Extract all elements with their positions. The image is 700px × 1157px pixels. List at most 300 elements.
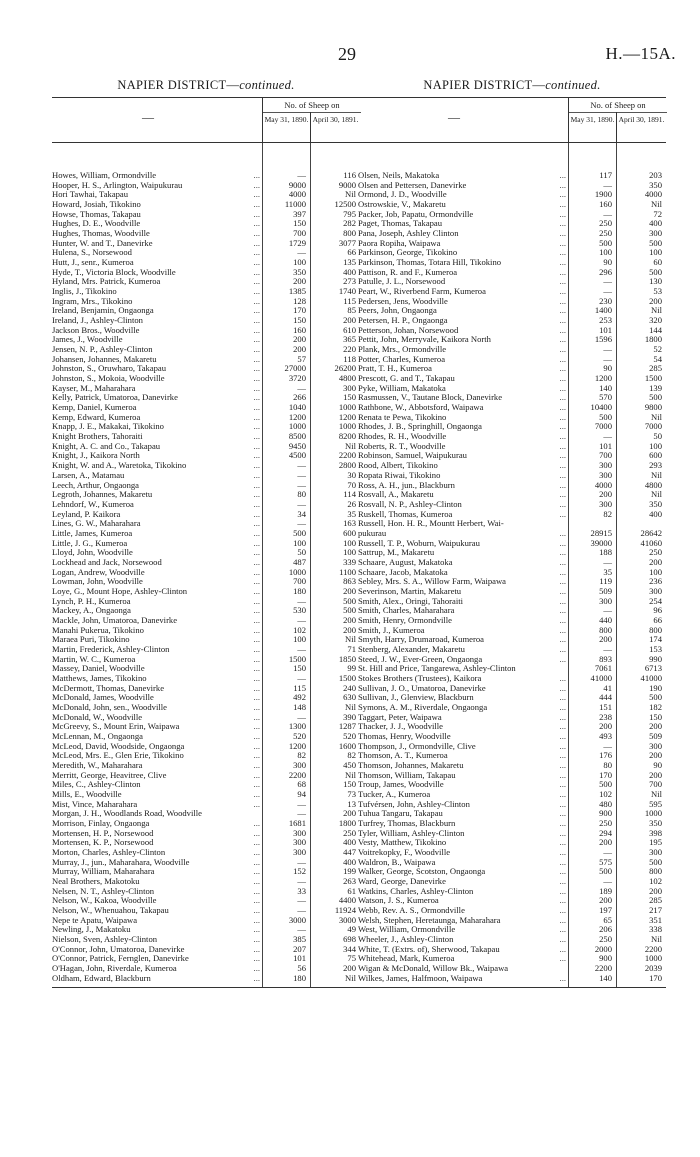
leader-dots: ...	[559, 653, 566, 664]
sheep-1891: 273	[343, 276, 356, 287]
table-row	[52, 751, 360, 761]
table-row	[358, 587, 666, 597]
table-row	[52, 674, 360, 684]
leader-dots: ...	[559, 576, 566, 587]
leader-dots: ...	[559, 914, 566, 925]
sheep-1890: 100	[293, 537, 306, 548]
owner-name: Legroth, Johannes, Makaretu	[52, 490, 153, 500]
sheep-1890: 1729	[288, 237, 306, 248]
leader-dots: ...	[559, 585, 566, 596]
sheep-1891: Nil	[345, 701, 356, 712]
sheep-1890: —	[297, 711, 306, 722]
owner-name: Johnston, S., Oruwharo, Takapau	[52, 364, 167, 374]
table-row	[52, 732, 360, 742]
sheep-1890: 900	[599, 953, 612, 964]
leader-dots: ...	[559, 730, 566, 741]
table-row	[358, 887, 666, 897]
owner-name: Rasmussen, V., Tautane Block, Danevirke	[358, 393, 503, 403]
owner-name: Thomson, William, Takapau	[358, 770, 456, 780]
owner-name: Russell, T. P., Woburn, Waipukurau	[358, 538, 480, 548]
table-row	[358, 393, 666, 403]
sheep-1890: 300	[599, 469, 612, 480]
sheep-1891: 1000	[338, 402, 356, 413]
sheep-1890: 385	[293, 934, 306, 945]
table-row	[52, 364, 360, 374]
owner-name: Ormond, J. D., Woodville	[358, 190, 447, 200]
table-row	[52, 248, 360, 258]
sheep-1891: 35	[347, 508, 356, 519]
sheep-1890: 509	[599, 585, 612, 596]
sheep-1891: 118	[343, 353, 356, 364]
sheep-1890: —	[297, 798, 306, 809]
sheep-1890: 1596	[594, 334, 612, 345]
table-row	[52, 635, 360, 645]
table-row	[358, 945, 666, 955]
table-row	[52, 916, 360, 926]
sheep-1890: 65	[603, 914, 612, 925]
sheep-1890: 900	[599, 808, 612, 819]
owner-name: Kemp, Edward, Kumeroa	[52, 412, 141, 422]
sheep-1891: 300	[649, 228, 662, 239]
sheep-1891: 1800	[644, 334, 662, 345]
sheep-1891: 351	[649, 914, 662, 925]
owner-name: O'Hagan, John, Riverdale, Kumeroa	[52, 964, 177, 974]
sheep-1891: 344	[343, 943, 356, 954]
sheep-1891: 41000	[640, 672, 662, 683]
leader-dots: ...	[253, 518, 260, 529]
column-title-suffix: continued.	[545, 78, 601, 92]
sheep-1890: 500	[293, 527, 306, 538]
owner-name: Smyth, Harry, Drumaroad, Kumeroa	[358, 635, 484, 645]
owner-name: Hooper, H. S., Arlington, Waipukurau	[52, 180, 183, 190]
owner-name: White, T. (Extrs. of), Sherwood, Takapau	[358, 944, 500, 954]
sheep-1890: —	[603, 556, 612, 567]
sheep-1891: 170	[649, 972, 662, 983]
table-row	[358, 306, 666, 316]
sheep-1891: 182	[649, 701, 662, 712]
leader-dots: ...	[559, 740, 566, 751]
owner-name: Rosvall, A., Makaretu	[358, 490, 434, 500]
sheep-1890: 520	[293, 730, 306, 741]
sheep-1890: 90	[603, 257, 612, 268]
owner-name: Troup, James, Woodville	[358, 780, 444, 790]
owner-name: Mist, Vince, Maharahara	[52, 799, 138, 809]
sheep-1891: 130	[649, 276, 662, 287]
owner-name: Symons, A. M., Riverdale, Ongaonga	[358, 702, 488, 712]
sheep-1891: 293	[649, 460, 662, 471]
leader-dots: ...	[559, 189, 566, 200]
sheep-1891: 115	[343, 295, 356, 306]
table-row	[52, 664, 360, 674]
owner-name: Thomas, Henry, Woodville	[358, 731, 451, 741]
table-row	[358, 529, 666, 539]
table-row	[52, 684, 360, 694]
sheep-1891: 13	[347, 798, 356, 809]
sheep-1891: 282	[343, 218, 356, 229]
sheep-1890: 170	[599, 769, 612, 780]
table-row	[52, 790, 360, 800]
sheep-1890: 440	[599, 614, 612, 625]
leader-dots: ...	[253, 344, 260, 355]
owner-name: Vesty, Matthew, Tikokino	[358, 838, 447, 848]
sheep-1891: 500	[649, 392, 662, 403]
owner-name: Olsen, Neils, Makatoka	[358, 171, 440, 180]
leader-dots: ...	[253, 614, 260, 625]
sheep-1890: —	[297, 247, 306, 258]
sheep-1890: —	[297, 614, 306, 625]
table-row	[358, 635, 666, 645]
table-header	[358, 97, 666, 143]
leader-dots: ...	[559, 450, 566, 461]
sheep-1891: 28642	[640, 527, 662, 538]
sheep-1890: 294	[599, 827, 612, 838]
sheep-1890: 300	[293, 847, 306, 858]
leader-dots: ...	[559, 527, 566, 538]
sheep-1891: 795	[343, 208, 356, 219]
owner-name: Steed, J. W., Ever-Green, Ongaonga	[358, 654, 483, 664]
sheep-1890: 188	[599, 547, 612, 558]
sheep-1890: 500	[599, 779, 612, 790]
table-row	[52, 809, 360, 819]
leader-dots: ...	[253, 286, 260, 297]
owner-name: Mackle, John, Umatoroa, Danevirke	[52, 615, 178, 625]
sheep-1890: 206	[599, 924, 612, 935]
sheep-1890: 1040	[288, 402, 306, 413]
leader-dots: ...	[253, 295, 260, 306]
leader-dots: ...	[559, 353, 566, 364]
owner-name: Massey, Daniel, Woodville	[52, 664, 145, 674]
owner-name: Thacker, J. J., Woodville	[358, 722, 443, 732]
table-row	[52, 925, 360, 935]
owner-name: Tufvérsen, John, Ashley-Clinton	[358, 799, 470, 809]
sheep-1890: 102	[293, 624, 306, 635]
owner-name: West, William, Ormondville	[358, 925, 456, 935]
leader-dots: ...	[253, 479, 260, 490]
table-row	[358, 490, 666, 500]
leader-dots: ...	[253, 218, 260, 229]
leader-dots: ...	[559, 257, 566, 268]
leader-dots: ...	[559, 818, 566, 829]
sheep-1891: 135	[343, 257, 356, 268]
leader-dots: ...	[559, 866, 566, 877]
sheep-1891: 500	[343, 605, 356, 616]
sheep-1891: 400	[343, 856, 356, 867]
sheep-1891: 150	[649, 711, 662, 722]
sheep-1890: 500	[599, 411, 612, 422]
right-column	[358, 78, 666, 988]
sheep-1891: 595	[649, 798, 662, 809]
leader-dots: ...	[559, 344, 566, 355]
sheep-1890: 4000	[594, 479, 612, 490]
table-row	[52, 335, 360, 345]
leader-dots: ...	[253, 228, 260, 239]
sheep-1891: Nil	[651, 789, 662, 799]
leader-dots: ...	[559, 363, 566, 374]
leader-dots: ...	[559, 208, 566, 219]
table-row	[358, 210, 666, 220]
owner-name: Lynch, P. H., Kumeroa	[52, 596, 131, 606]
sheep-1891: 200	[343, 963, 356, 974]
sheep-1890: 700	[293, 228, 306, 239]
sheep-1890: —	[603, 344, 612, 355]
sheep-1890: 300	[293, 837, 306, 848]
owner-name: Lloyd, John, Woodville	[52, 548, 133, 558]
table-row	[52, 393, 360, 403]
table-row	[358, 790, 666, 800]
owner-name: Wheeler, J., Ashley-Clinton	[358, 935, 454, 945]
owner-name: Johnston, S., Mokoia, Woodville	[52, 374, 165, 384]
leader-dots: ...	[559, 885, 566, 896]
table-row	[52, 858, 360, 868]
owner-name: St. Hill and Price, Tangarewa, Ashley-Clinton	[358, 664, 516, 674]
table-row	[52, 461, 360, 471]
sheep-1891: 800	[649, 866, 662, 877]
owner-name: Ireland, Benjamin, Ongaonga	[52, 306, 154, 316]
leader-dots: ...	[253, 315, 260, 326]
sheep-1891: 600	[649, 450, 662, 461]
table-row	[358, 819, 666, 829]
sheep-1891: 96	[653, 605, 662, 616]
leader-dots: ...	[253, 914, 260, 925]
sheep-1891: 400	[343, 266, 356, 277]
sheep-1890: —	[603, 179, 612, 190]
owner-name: Martin, Frederick, Ashley-Clinton	[52, 644, 170, 654]
sheep-1890: 150	[293, 663, 306, 674]
leader-dots: ...	[559, 489, 566, 500]
owner-name: Inglis, J., Tikokino	[52, 287, 117, 297]
sheep-1891: Nil	[651, 934, 662, 945]
sheep-1891: 1500	[644, 373, 662, 384]
table-row	[52, 655, 360, 665]
owner-name: Ostrowskie, V., Makaretu	[358, 200, 446, 210]
sheep-1890: 238	[599, 711, 612, 722]
table-row	[52, 500, 360, 510]
table-row	[52, 848, 360, 858]
table-row	[358, 964, 666, 974]
sheep-1891: 338	[649, 924, 662, 935]
sheep-1891: Nil	[651, 411, 662, 422]
owner-name: Nelson, W., Kakoa, Woodville	[52, 896, 157, 906]
owner-name: Nielson, Sven, Ashley-Clinton	[52, 935, 158, 945]
owner-name: Sebley, Mrs. S. A., Willow Farm, Waipawa	[358, 577, 506, 587]
leader-dots: ...	[253, 585, 260, 596]
owner-name: Manahi Pukerua, Tikokino	[52, 625, 144, 635]
leader-dots: ...	[559, 295, 566, 306]
sheep-1890: 3720	[288, 373, 306, 384]
sheep-1891: 144	[649, 324, 662, 335]
sheep-1890: 200	[599, 895, 612, 906]
owner-name: Morrison, Finlay, Ongaonga	[52, 819, 150, 829]
leader-dots: ...	[559, 469, 566, 480]
sheep-1890: 1200	[594, 373, 612, 384]
table-row	[52, 626, 360, 636]
sheep-1890: 350	[293, 266, 306, 277]
owner-name: Mackey, A., Ongaonga	[52, 606, 131, 616]
leader-dots: ...	[253, 847, 260, 858]
column-title	[358, 78, 666, 93]
leader-dots: ...	[253, 789, 260, 799]
leader-dots: ...	[253, 885, 260, 896]
sheep-1891: 698	[343, 934, 356, 945]
sheep-1891: 339	[343, 556, 356, 567]
table-row	[52, 722, 360, 732]
table-row	[358, 809, 666, 819]
sheep-1890: 296	[599, 266, 612, 277]
table-row	[52, 287, 360, 297]
column-title-suffix: continued.	[239, 78, 295, 92]
table-row	[52, 345, 360, 355]
sheep-1890: 1000	[288, 566, 306, 577]
table-row	[52, 374, 360, 384]
sheep-1891: Nil	[345, 440, 356, 451]
sheep-1891: 500	[649, 692, 662, 703]
table-row	[358, 877, 666, 887]
sheep-1890: 200	[293, 276, 306, 287]
leader-dots: ...	[253, 266, 260, 277]
leader-dots: ...	[253, 334, 260, 345]
sheep-1890: 140	[599, 972, 612, 983]
leader-dots: ...	[253, 643, 260, 654]
owner-name: Howard, Josiah, Tikokino	[52, 200, 141, 210]
table-row	[358, 316, 666, 326]
sheep-1890: 200	[293, 334, 306, 345]
sheep-1891: 153	[649, 643, 662, 654]
sheep-1891: 66	[347, 247, 356, 258]
sheep-1890: 7061	[594, 663, 612, 674]
leader-dots: ...	[253, 460, 260, 471]
sheep-1890: 800	[599, 624, 612, 635]
table-row	[358, 297, 666, 307]
table-row	[358, 181, 666, 191]
leader-dots: ...	[253, 489, 260, 500]
owner-name: Tyler, William, Ashley-Clinton	[358, 828, 465, 838]
owner-name: Parkinson, Thomas, Totara Hill, Tikokino	[358, 258, 502, 268]
table-row	[52, 519, 360, 529]
table-row	[52, 529, 360, 539]
leader-dots: ...	[253, 576, 260, 587]
table-row	[358, 364, 666, 374]
owner-name: McDermott, Thomas, Danevirke	[52, 683, 165, 693]
sheep-1890: 1200	[288, 740, 306, 751]
leader-dots: ...	[559, 498, 566, 509]
table-row	[358, 858, 666, 868]
sheep-1890: —	[297, 469, 306, 480]
sheep-1891: 200	[343, 614, 356, 625]
table-row	[358, 800, 666, 810]
sheep-1890: 119	[599, 576, 612, 587]
owner-name: Murray, William, Maharahara	[52, 867, 155, 877]
sheep-1890: 150	[293, 218, 306, 229]
owner-name: Schaare, August, Makatoka	[358, 557, 453, 567]
sheep-1891: 9000	[338, 179, 356, 190]
sheep-1891: 200	[343, 585, 356, 596]
owner-name: Maraea Puri, Tikokino	[52, 635, 130, 645]
owner-name: Knight, W. and A., Waretoka, Tikokino	[52, 461, 187, 471]
sheep-1890: —	[297, 808, 306, 819]
owner-name: Tucker, A., Kumeroa	[358, 790, 431, 799]
sheep-1891: 7000	[644, 421, 662, 432]
sheep-1890: 300	[293, 759, 306, 770]
table-row	[52, 258, 360, 268]
leader-dots: ...	[253, 208, 260, 219]
sheep-1890: 102	[599, 789, 612, 799]
table-row	[52, 558, 360, 568]
owner-name: James, J., Woodville	[52, 335, 123, 345]
leader-dots: ...	[559, 402, 566, 413]
sheep-1891: 203	[649, 170, 662, 180]
sheep-1890: 570	[599, 392, 612, 403]
sheep-1890: —	[297, 479, 306, 490]
sheep-1891: 1850	[338, 653, 356, 664]
sheep-1891: 398	[649, 827, 662, 838]
leader-dots: ...	[253, 469, 260, 480]
sheep-1891: 350	[649, 498, 662, 509]
sheep-1890: 100	[293, 634, 306, 645]
leader-dots: ...	[559, 247, 566, 258]
owner-name: McLeod, David, Woodside, Ongaonga	[52, 741, 185, 751]
leader-dots: ...	[559, 750, 566, 761]
sheep-1890: 170	[293, 305, 306, 316]
owner-name: Mortensen, K. P., Norsewood	[52, 838, 154, 848]
owner-name: Paora Ropiha, Waipawa	[358, 238, 441, 248]
table-row	[358, 335, 666, 345]
sheep-1891: 70	[347, 479, 356, 490]
leader-dots: ...	[253, 547, 260, 558]
sheep-1890: 300	[599, 595, 612, 606]
table-row	[52, 597, 360, 607]
table-row	[52, 703, 360, 713]
sheep-1890: —	[297, 895, 306, 906]
table-row	[358, 471, 666, 481]
leader-dots: ...	[253, 566, 260, 577]
sheep-1891: 520	[343, 730, 356, 741]
sheep-1891: 990	[649, 653, 662, 664]
leader-dots: ...	[253, 663, 260, 674]
may-1890-header: May 31, 1890.	[568, 112, 616, 142]
leader-dots: ...	[253, 779, 260, 790]
sheep-1891: 52	[653, 344, 662, 355]
sheep-1891: 263	[343, 876, 356, 887]
leader-dots: ...	[253, 818, 260, 829]
table-row	[358, 925, 666, 935]
leader-dots: ...	[559, 508, 566, 519]
sheep-1891: 630	[343, 692, 356, 703]
owner-name: Knapp, J. E., Makakai, Tikokino	[52, 422, 164, 432]
sheep-1891: 150	[343, 779, 356, 790]
leader-dots: ...	[559, 440, 566, 451]
owner-name: Meredith, W., Maharahara	[52, 760, 143, 770]
leader-dots: ...	[559, 334, 566, 345]
table-row	[358, 713, 666, 723]
owner-name: Hulena, S., Norsewood	[52, 248, 132, 258]
owner-name: Nelson, W., Whenuahou, Takapau	[52, 906, 169, 916]
sheep-1891: 6713	[644, 663, 662, 674]
sheep-1891: Nil	[345, 972, 356, 983]
leader-dots: ...	[559, 421, 566, 432]
sheep-1891: 200	[649, 556, 662, 567]
sheep-1891: 26200	[334, 363, 356, 374]
name-column-header: —	[142, 110, 154, 124]
sheep-1890: 250	[599, 934, 612, 945]
table-row	[358, 645, 666, 655]
table-row	[358, 219, 666, 229]
table-row	[52, 403, 360, 413]
sheep-1890: 160	[599, 199, 612, 210]
sheep-1891: 350	[649, 179, 662, 190]
sheep-1891: Nil	[651, 469, 662, 480]
sheep-1891: 1000	[644, 953, 662, 964]
sheep-1890: 94	[297, 789, 306, 799]
